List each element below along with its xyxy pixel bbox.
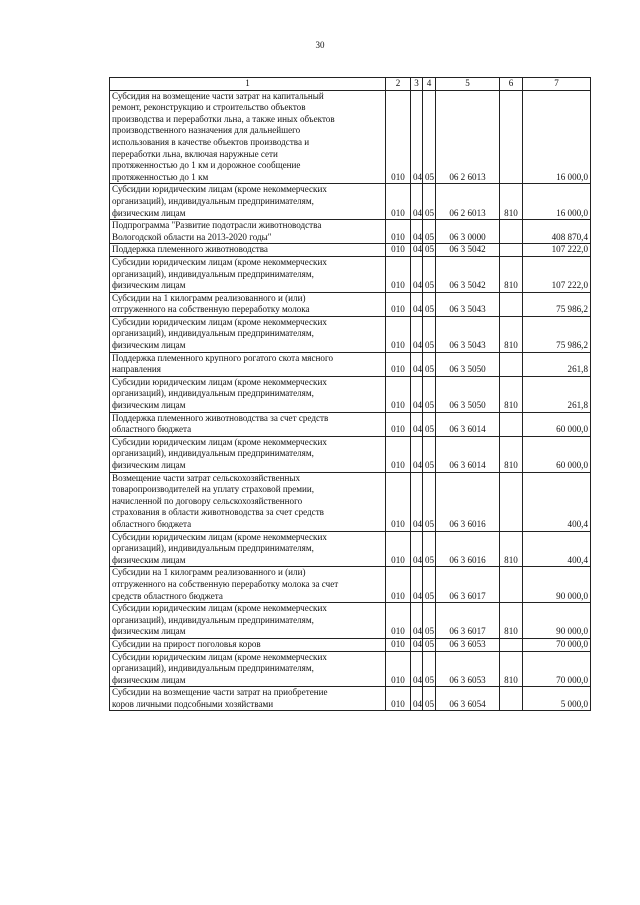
row-target-article-code: 06 3 6014	[436, 436, 500, 472]
row-subsection-code: 05	[423, 184, 436, 220]
row-name-line: областного бюджета	[112, 518, 192, 529]
header-cell-subsection: 4	[423, 78, 436, 91]
table-row	[110, 567, 591, 603]
row-section-code: 04	[411, 567, 423, 603]
row-name-line: Субсидии юридическим лицам (кроме некоммерческих	[112, 316, 327, 327]
row-expense-type-code	[500, 220, 523, 244]
row-expense-type-code: 810	[500, 376, 523, 412]
table-row	[110, 651, 591, 687]
row-section-code: 04	[411, 603, 423, 639]
row-admin-code: 010	[386, 687, 411, 711]
row-expense-type-code: 810	[500, 184, 523, 220]
row-admin-code: 010	[386, 90, 411, 184]
row-name-line: ремонт, реконструкцию и строительство объектов	[112, 102, 306, 113]
row-name-line: Субсидии юридическим лицам (кроме некоммерческих	[112, 256, 327, 267]
row-subsection-code: 05	[423, 638, 436, 651]
row-name-line: коров личными подсобными хозяйствами	[112, 698, 274, 709]
row-subsection-code: 05	[423, 687, 436, 711]
row-name-line: Субсидии на 1 килограмм реализованного и (или)	[112, 292, 306, 303]
table-row	[110, 436, 591, 472]
row-amount: 70 000,0	[523, 638, 591, 651]
row-expense-type-code	[500, 292, 523, 316]
row-amount: 400,4	[523, 531, 591, 567]
row-target-article-code: 06 3 6016	[436, 531, 500, 567]
row-name-line: Субсидии на прирост поголовья коров	[112, 638, 261, 649]
row-amount: 75 986,2	[523, 292, 591, 316]
row-admin-code: 010	[386, 436, 411, 472]
row-name-cell	[110, 531, 386, 567]
row-name-line: Возмещение части затрат сельскохозяйственных	[112, 472, 301, 483]
row-name-cell	[110, 472, 386, 531]
row-name-line: физическим лицам	[112, 207, 186, 218]
row-name-cell	[110, 292, 386, 316]
row-admin-code: 010	[386, 352, 411, 376]
row-target-article-code: 06 3 0000	[436, 220, 500, 244]
row-section-code: 04	[411, 316, 423, 352]
row-section-code: 04	[411, 292, 423, 316]
row-amount: 60 000,0	[523, 436, 591, 472]
table-row	[110, 376, 591, 412]
row-name-line: организаций), индивидуальным предпринимателям,	[112, 268, 314, 279]
header-cell-admin: 2	[386, 78, 411, 91]
header-row	[110, 78, 591, 91]
row-name-line: отгруженного на собственную переработку молока за счет	[112, 578, 339, 589]
row-name-cell	[110, 220, 386, 244]
row-name-cell	[110, 412, 386, 436]
row-target-article-code: 06 3 5050	[436, 352, 500, 376]
row-name-cell	[110, 567, 386, 603]
row-amount: 16 000,0	[523, 90, 591, 184]
header-cell-name: 1	[110, 78, 386, 91]
row-target-article-code: 06 3 6017	[436, 567, 500, 603]
row-admin-code: 010	[386, 531, 411, 567]
row-name-line: организаций), индивидуальным предпринимателям,	[112, 195, 314, 206]
row-section-code: 04	[411, 90, 423, 184]
row-subsection-code: 05	[423, 316, 436, 352]
row-admin-code: 010	[386, 638, 411, 651]
row-subsection-code: 05	[423, 90, 436, 184]
row-name-cell	[110, 316, 386, 352]
row-expense-type-code: 810	[500, 436, 523, 472]
row-expense-type-code	[500, 352, 523, 376]
row-name-line: товаропроизводителей на уплату страховой премии,	[112, 484, 315, 495]
table-row	[110, 256, 591, 292]
row-amount: 70 000,0	[523, 651, 591, 687]
row-admin-code: 010	[386, 376, 411, 412]
row-admin-code: 010	[386, 412, 411, 436]
row-name-line: направления	[112, 364, 161, 375]
row-target-article-code: 06 3 5043	[436, 292, 500, 316]
row-target-article-code: 06 3 5043	[436, 316, 500, 352]
row-subsection-code: 05	[423, 244, 436, 257]
row-name-cell	[110, 687, 386, 711]
table-row	[110, 412, 591, 436]
table-row	[110, 687, 591, 711]
row-name-line: начисленной по договору сельскохозяйственного	[112, 495, 303, 506]
row-name-cell	[110, 244, 386, 257]
budget-table	[109, 77, 591, 711]
row-amount: 75 986,2	[523, 316, 591, 352]
row-target-article-code: 06 3 6053	[436, 638, 500, 651]
row-section-code: 04	[411, 376, 423, 412]
row-amount: 107 222,0	[523, 256, 591, 292]
table-row	[110, 184, 591, 220]
row-target-article-code: 06 3 6053	[436, 651, 500, 687]
row-name-line: Субсидии юридическим лицам (кроме некоммерческих	[112, 651, 327, 662]
row-subsection-code: 05	[423, 412, 436, 436]
row-amount: 400,4	[523, 472, 591, 531]
row-section-code: 04	[411, 412, 423, 436]
row-name-line: Субсидии на возмещение части затрат на приобретение	[112, 687, 328, 698]
row-amount: 408 870,4	[523, 220, 591, 244]
row-name-line: протяженностью до 1 км и дорожное сообщение	[112, 160, 301, 171]
row-expense-type-code	[500, 244, 523, 257]
row-name-line: областного бюджета	[112, 424, 192, 435]
row-name-line: организаций), индивидуальным предпринимателям,	[112, 663, 314, 674]
row-admin-code: 010	[386, 184, 411, 220]
row-subsection-code: 05	[423, 567, 436, 603]
row-name-line: организаций), индивидуальным предпринимателям,	[112, 614, 314, 625]
row-expense-type-code: 810	[500, 531, 523, 567]
row-name-line: физическим лицам	[112, 460, 186, 470]
row-name-line: Вологодской области на 2013-2020 годы"	[112, 231, 272, 242]
row-amount: 90 000,0	[523, 567, 591, 603]
row-name-line: Субсидии юридическим лицам (кроме некоммерческих	[112, 376, 327, 387]
row-name-line: Субсидии юридическим лицам (кроме некоммерческих	[112, 603, 327, 614]
row-subsection-code: 05	[423, 472, 436, 531]
row-amount: 60 000,0	[523, 412, 591, 436]
row-admin-code: 010	[386, 256, 411, 292]
row-name-line: Поддержка племенного крупного рогатого скота мясного	[112, 352, 333, 363]
header-cell-section: 3	[411, 78, 423, 91]
row-section-code: 04	[411, 531, 423, 567]
row-name-cell	[110, 376, 386, 412]
row-expense-type-code	[500, 90, 523, 184]
row-section-code: 04	[411, 220, 423, 244]
row-subsection-code: 05	[423, 603, 436, 639]
row-target-article-code: 06 3 5042	[436, 256, 500, 292]
table-row	[110, 352, 591, 376]
row-name-line: организаций), индивидуальным предпринимателям,	[112, 543, 314, 554]
table-row	[110, 292, 591, 316]
row-expense-type-code	[500, 567, 523, 603]
row-admin-code: 010	[386, 472, 411, 531]
row-expense-type-code: 810	[500, 256, 523, 292]
row-expense-type-code: 810	[500, 651, 523, 687]
row-name-line: производства и переработки льна, а также иных объектов	[112, 113, 335, 124]
row-name-line: организаций), индивидуальным предпринимателям,	[112, 328, 314, 339]
row-name-line: организаций), индивидуальным предпринимателям,	[112, 388, 314, 399]
row-amount: 261,8	[523, 376, 591, 412]
row-amount: 16 000,0	[523, 184, 591, 220]
row-name-line: организаций), индивидуальным предпринимателям,	[112, 448, 314, 459]
row-expense-type-code	[500, 472, 523, 531]
header-cell-expense-type: 6	[500, 78, 523, 91]
row-section-code: 04	[411, 244, 423, 257]
row-name-line: Поддержка племенного животноводства за счет средств	[112, 412, 329, 423]
row-target-article-code: 06 3 5042	[436, 244, 500, 257]
row-expense-type-code	[500, 687, 523, 711]
row-name-cell	[110, 638, 386, 651]
table-row	[110, 638, 591, 651]
table-row	[110, 472, 591, 531]
row-subsection-code: 05	[423, 256, 436, 292]
row-name-line: Субсидии юридическим лицам (кроме некоммерческих	[112, 436, 327, 447]
row-name-cell	[110, 256, 386, 292]
row-expense-type-code	[500, 412, 523, 436]
row-target-article-code: 06 2 6013	[436, 90, 500, 184]
table-row	[110, 531, 591, 567]
table-row	[110, 244, 591, 257]
row-section-code: 04	[411, 472, 423, 531]
row-name-cell	[110, 436, 386, 472]
row-name-line: производственного назначения для дальнейшего	[112, 125, 301, 136]
row-name-line: страхования в области животноводства за счет средств	[112, 507, 324, 518]
row-subsection-code: 05	[423, 531, 436, 567]
row-admin-code: 010	[386, 603, 411, 639]
row-name-line: физическим лицам	[112, 400, 186, 411]
row-admin-code: 010	[386, 220, 411, 244]
table-row	[110, 603, 591, 639]
row-name-line: физическим лицам	[112, 674, 186, 685]
row-name-cell	[110, 603, 386, 639]
row-target-article-code: 06 3 5050	[436, 376, 500, 412]
table-row	[110, 316, 591, 352]
row-name-cell	[110, 90, 386, 184]
row-amount: 90 000,0	[523, 603, 591, 639]
row-subsection-code: 05	[423, 292, 436, 316]
row-name-line: Субсидии юридическим лицам (кроме некоммерческих	[112, 531, 327, 542]
row-name-line: средств областного бюджета	[112, 590, 223, 601]
row-name-line: физическим лицам	[112, 626, 186, 637]
row-target-article-code: 06 3 6014	[436, 412, 500, 436]
header-cell-target-article: 5	[436, 78, 500, 91]
row-section-code: 04	[411, 352, 423, 376]
row-section-code: 04	[411, 638, 423, 651]
row-name-line: физическим лицам	[112, 554, 186, 565]
row-section-code: 04	[411, 687, 423, 711]
row-admin-code: 010	[386, 567, 411, 603]
row-name-line: Субсидия на возмещение части затрат на капитальный	[112, 90, 324, 101]
table-row	[110, 90, 591, 184]
row-expense-type-code	[500, 638, 523, 651]
row-expense-type-code: 810	[500, 316, 523, 352]
table-row	[110, 220, 591, 244]
row-subsection-code: 05	[423, 376, 436, 412]
row-name-line: физическим лицам	[112, 280, 186, 291]
row-name-line: физическим лицам	[112, 340, 186, 351]
row-admin-code: 010	[386, 292, 411, 316]
row-subsection-code: 05	[423, 352, 436, 376]
page-number: 30	[315, 40, 325, 50]
row-section-code: 04	[411, 651, 423, 687]
row-target-article-code: 06 3 6054	[436, 687, 500, 711]
row-amount: 107 222,0	[523, 244, 591, 257]
row-target-article-code: 06 3 6016	[436, 472, 500, 531]
row-name-cell	[110, 352, 386, 376]
row-subsection-code: 05	[423, 436, 436, 472]
row-amount: 5 000,0	[523, 687, 591, 711]
row-name-line: Поддержка племенного животноводства	[112, 244, 268, 255]
row-name-line: Субсидии юридическим лицам (кроме некоммерческих	[112, 184, 327, 195]
row-name-line: переработки льна, включая наружные сети	[112, 148, 278, 159]
row-target-article-code: 06 3 6017	[436, 603, 500, 639]
row-section-code: 04	[411, 436, 423, 472]
row-name-line: использования в качестве объектов производства и	[112, 136, 310, 147]
row-name-line: протяженностью до 1 км	[112, 171, 209, 182]
row-admin-code: 010	[386, 651, 411, 687]
row-name-cell	[110, 651, 386, 687]
row-section-code: 04	[411, 256, 423, 292]
row-admin-code: 010	[386, 316, 411, 352]
row-expense-type-code: 810	[500, 603, 523, 639]
row-section-code: 04	[411, 184, 423, 220]
row-name-line: отгруженного на собственную переработку молока	[112, 304, 310, 315]
row-subsection-code: 05	[423, 651, 436, 687]
row-name-line: Субсидии на 1 килограмм реализованного и (или)	[112, 567, 306, 578]
row-subsection-code: 05	[423, 220, 436, 244]
row-target-article-code: 06 2 6013	[436, 184, 500, 220]
header-cell-amount: 7	[523, 78, 591, 91]
row-amount: 261,8	[523, 352, 591, 376]
row-admin-code: 010	[386, 244, 411, 257]
row-name-cell	[110, 184, 386, 220]
row-name-line: Подпрограмма "Развитие подотрасли животноводства	[112, 220, 322, 231]
